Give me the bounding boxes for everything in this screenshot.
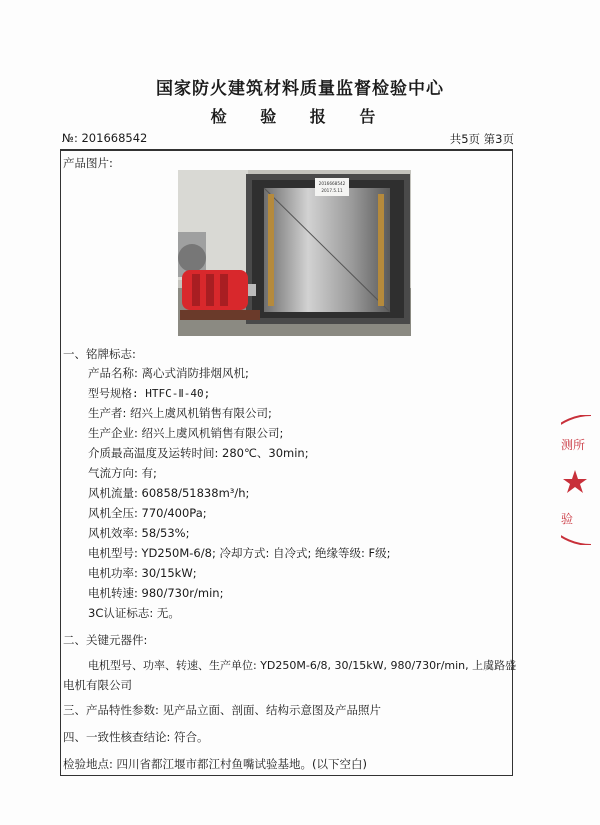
nameplate-item: 风机流量: 60858/51838m³/h; [88,486,250,500]
components-line2: 电机有限公司 [63,678,132,692]
photo-label: 产品图片: [63,156,113,170]
components-line1: 电机型号、功率、转速、生产单位: YD250M-6/8, 30/15kW, 980/730r/min, 上虞路盛 [88,659,517,672]
nameplate-item: 生产者: 绍兴上虞风机销售有限公司; [88,406,272,420]
nameplate-item: 型号规格: HTFC-Ⅱ-40; [88,387,211,400]
product-photo [178,170,411,336]
nameplate-item: 风机效率: 58/53%; [88,526,190,540]
fan-photo-illustration [178,170,411,336]
report-title: 检 验 报 告 [210,107,390,126]
stamp-bottom-text: 验 [561,512,574,526]
section2-title: 二、关键元器件: [63,633,148,647]
photo-tag-line2: 2017.5.11 [321,188,343,193]
section3-text: 三、产品特性参数: 见产品立面、剖面、结构示意图及产品照片 [63,703,382,717]
stamp-top-text: 测所 [561,438,586,452]
nameplate-item: 电机转速: 980/730r/min; [88,586,224,600]
photo-tag-line1: 2016668542 [318,181,346,186]
nameplate-item: 风机全压: 770/400Pa; [88,506,207,520]
nameplate-item: 电机型号: YD250M-6/8; 冷却方式: 自冷式; 绝缘等级: F级; [88,546,391,560]
nameplate-item: 生产企业: 绍兴上虞风机销售有限公司; [88,426,284,440]
test-location: 检验地点: 四川省都江堰市都江村鱼嘴试验基地。(以下空白) [63,757,368,771]
nameplate-item: 介质最高温度及运转时间: 280℃、30min; [88,446,309,460]
nameplate-item: 3C认证标志: 无。 [88,606,180,620]
section4-text: 四、一致性核查结论: 符合。 [63,730,209,744]
section1-title: 一、铭牌标志: [63,347,136,361]
nameplate-item: 电机功率: 30/15kW; [88,566,197,580]
seal-star-icon [563,470,587,493]
nameplate-item: 产品名称: 离心式消防排烟风机; [88,366,249,380]
report-number: №: 201668542 [62,131,148,145]
page-info: 共5页 第3页 [449,132,514,146]
org-name: 国家防火建筑材料质量监督检验中心 [156,79,444,99]
nameplate-item: 气流方向: 有; [88,466,157,480]
